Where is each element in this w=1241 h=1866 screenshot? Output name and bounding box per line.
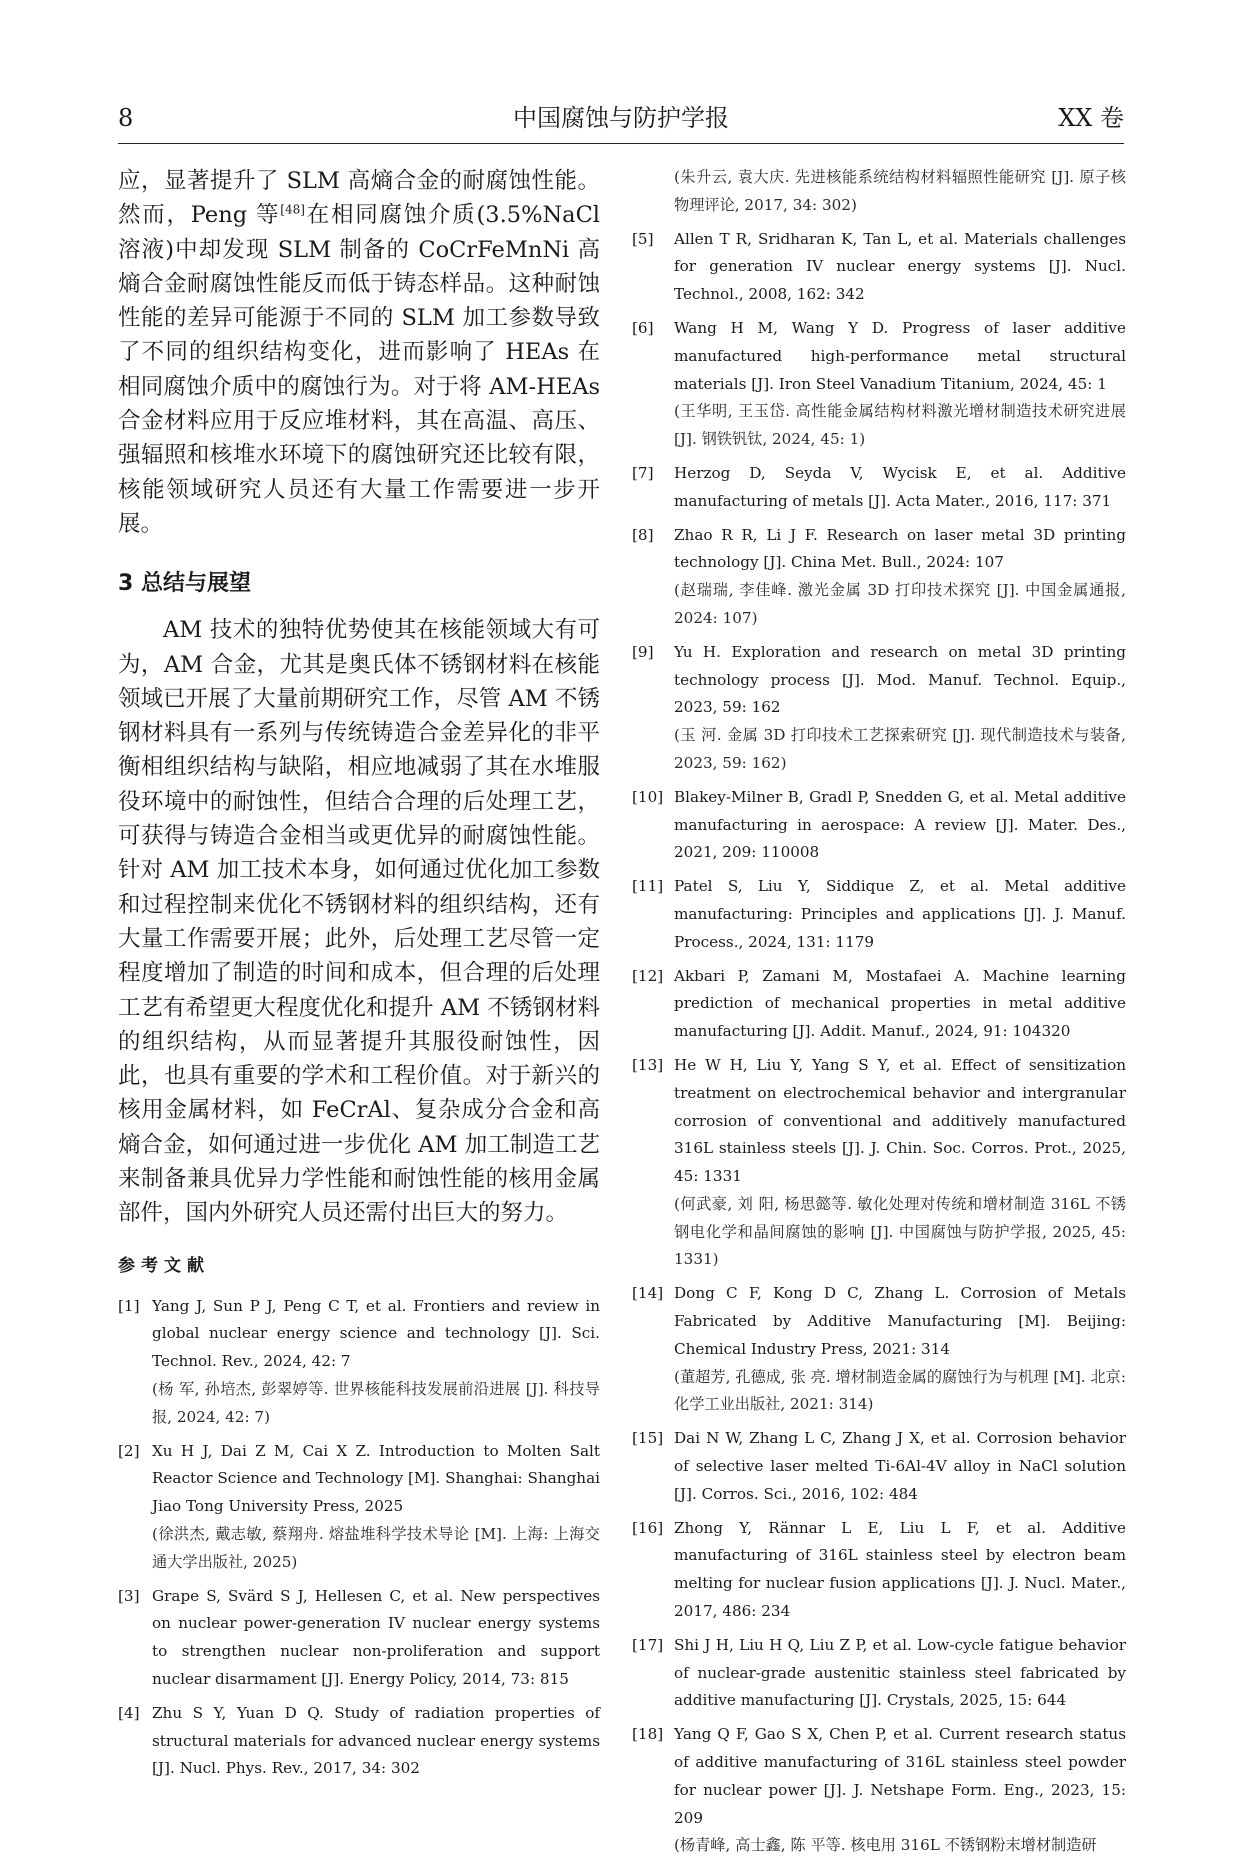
- reference-zh: (赵瑞瑞, 李佳峰. 激光金属 3D 打印技术探究 [J]. 中国金属通报, 2024: 107): [674, 581, 1126, 627]
- reference-item: [632, 639, 1126, 778]
- reference-zh: (杨 军, 孙培杰, 彭翠婷等. 世界核能科技发展前沿进展 [J]. 科技导报, 2024, 42: 7): [152, 1380, 600, 1426]
- reference-item: [632, 873, 1126, 956]
- header-rule: [118, 143, 1124, 144]
- reference-item: [632, 1052, 1126, 1274]
- reference-number: [15]: [632, 1429, 664, 1448]
- reference-continuation: [640, 164, 1126, 220]
- para1-start: 应，显著提升了 SLM 高熵合金的耐腐蚀性能。然而，Peng 等: [118, 168, 600, 229]
- reference-number: [13]: [632, 1055, 664, 1074]
- reference-item: [118, 1700, 600, 1783]
- reference-en: Herzog D, Seyda V, Wycisk E, et al. Additive manufacturing of metals [J]. Acta Mater., 2016, 117: 371: [674, 463, 1126, 510]
- reference-item: [632, 460, 1126, 516]
- reference-number: [4]: [118, 1703, 140, 1722]
- page-number: 8: [118, 104, 134, 132]
- reference-number: [7]: [632, 463, 654, 482]
- right-column: [632, 164, 1126, 1866]
- section-title: 3 总结与展望: [118, 571, 251, 597]
- running-header: [118, 104, 1124, 138]
- reference-en: Zhu S Y, Yuan D Q. Study of radiation properties of structural materials for advanced nuclear energy systems [J]. Nucl. Phys. Rev., 2017, 34: 302: [152, 1703, 600, 1778]
- reference-number: [9]: [632, 642, 654, 661]
- reference-item: [632, 1632, 1126, 1715]
- reference-en: Allen T R, Sridharan K, Tan L, et al. Materials challenges for generation IV nuclear energy systems [J]. Nucl. Technol., 2008, 162: 342: [674, 229, 1126, 304]
- reference-item: [632, 1425, 1126, 1508]
- reference-number: [18]: [632, 1725, 664, 1744]
- reference-item: [632, 226, 1126, 309]
- references-title: 参考文献: [118, 1255, 210, 1276]
- reference-en: Yang J, Sun P J, Peng C T, et al. Frontiers and review in global nuclear energy science and technology [J]. Sci. Technol. Rev., 2024, 42: 7: [152, 1296, 600, 1371]
- volume-label: XX 卷: [1058, 104, 1124, 132]
- reference-item: [632, 522, 1126, 633]
- paragraph-hea-corrosion: [118, 164, 600, 541]
- reference-en: He W H, Liu Y, Yang S Y, et al. Effect of sensitization treatment on electrochemical behavior and intergranular corrosion of conventional and additively manufactured 316L stainless steels [J]. J. Chin. Soc. Corros. Prot., 2025, 45: 1331: [674, 1055, 1126, 1186]
- reference-item: [632, 1515, 1126, 1626]
- para1-rest: 在相同腐蚀介质(3.5%NaCl 溶液)中却发现 SLM 制备的 CoCrFeMnNi 高熵合金耐腐蚀性能反而低于铸态样品。这种耐蚀性能的差异可能源于不同的 SLM 加工参数导致了不同的组织结构变化，进而影响了 HEAs 在相同腐蚀介质中的腐蚀行为。对于将 AM-HEAs 合金材料应用于反应堆材料，其在高温、高压、强辐照和核堆水环境下的腐蚀研究还比较有限，核能领域研究人员还有大量工作需要进一步开展。: [118, 202, 600, 537]
- reference-number: [12]: [632, 966, 664, 985]
- reference-zh: (玉 河. 金属 3D 打印技术工艺探索研究 [J]. 现代制造技术与装备, 2023, 59: 162): [674, 726, 1126, 772]
- reference-number: [2]: [118, 1441, 140, 1460]
- reference-en: Shi J H, Liu H Q, Liu Z P, et al. Low-cycle fatigue behavior of nuclear-grade austenitic stainless steel fabricated by additive manufacturing [J]. Crystals, 2025, 15: 644: [674, 1635, 1126, 1710]
- reference-number: [8]: [632, 525, 654, 544]
- reference-en: Yu H. Exploration and research on metal 3D printing technology process [J]. Mod. Manuf. Technol. Equip., 2023, 59: 162: [674, 642, 1126, 717]
- citation-48[interactable]: [48]: [280, 202, 305, 217]
- reference-en: Yang Q F, Gao S X, Chen P, et al. Current research status of additive manufacturing of 316L stainless steel powder for nuclear power [J]. J. Netshape Form. Eng., 2023, 15: 209: [674, 1725, 1126, 1827]
- reference-number: [11]: [632, 877, 664, 896]
- reference-number: [6]: [632, 318, 654, 337]
- reference-en: Grape S, Svärd S J, Hellesen C, et al. New perspectives on nuclear power-generation IV nuclear energy systems to strengthen nuclear non-proliferation and support nuclear disarmament [J]. Energy Policy, 2014, 73: 815: [152, 1586, 600, 1688]
- reference-zh: (杨青峰, 高士鑫, 陈 平等. 核电用 316L 不锈钢粉末增材制造研: [674, 1836, 1097, 1855]
- reference-zh: (徐洪杰, 戴志敏, 蔡翔舟. 熔盐堆科学技术导论 [M]. 上海: 上海交通大学出版社, 2025): [152, 1524, 600, 1571]
- reference-en: Xu H J, Dai Z M, Cai X Z. Introduction to Molten Salt Reactor Science and Technology [M]. Shanghai: Shanghai Jiao Tong University Press, 2025: [152, 1441, 600, 1516]
- reference-item: [118, 1293, 600, 1432]
- reference-number: [1]: [118, 1296, 140, 1315]
- reference-zh: (朱升云, 袁大庆. 先进核能系统结构材料辐照性能研究 [J]. 原子核物理评论, 2017, 34: 302): [674, 168, 1126, 214]
- journal-title: 中国腐蚀与防护学报: [513, 104, 729, 132]
- reference-en: Zhong Y, Rännar L E, Liu L F, et al. Additive manufacturing of 316L stainless steel by electron beam melting for nuclear fusion applications [J]. J. Nucl. Mater., 2017, 486: 234: [674, 1518, 1126, 1621]
- references-list-right: [632, 226, 1126, 1861]
- reference-number: [10]: [632, 787, 664, 806]
- reference-number: [14]: [632, 1284, 664, 1303]
- reference-item: [632, 315, 1126, 454]
- reference-en: Wang H M, Wang Y D. Progress of laser additive manufactured high-performance metal structural materials [J]. Iron Steel Vanadium Titanium, 2024, 45: 1: [674, 318, 1126, 393]
- reference-number: [5]: [632, 229, 654, 248]
- reference-zh: (董超芳, 孔德成, 张 亮. 增材制造金属的腐蚀行为与机理 [M]. 北京: 化学工业出版社, 2021: 314): [674, 1367, 1126, 1414]
- reference-item: [118, 1583, 600, 1694]
- reference-item: [632, 1721, 1126, 1860]
- reference-zh: (何武豪, 刘 阳, 杨思懿等. 敏化处理对传统和增材制造 316L 不锈钢电化学和晶间腐蚀的影响 [J]. 中国腐蚀与防护学报, 2025, 45: 1331): [674, 1194, 1126, 1269]
- reference-item: [632, 963, 1126, 1046]
- reference-zh: (王华明, 王玉岱. 高性能金属结构材料激光增材制造技术研究进展 [J]. 钢铁钒钛, 2024, 45: 1): [674, 402, 1126, 449]
- reference-en: Zhao R R, Li J F. Research on laser metal 3D printing technology [J]. China Met. Bull., 2024: 107: [674, 525, 1126, 572]
- paragraph-summary: AM 技术的独特优势使其在核能领域大有可为，AM 合金，尤其是奥氏体不锈钢材料在核能领域已开展了大量前期研究工作，尽管 AM 不锈钢材料具有一系列与传统铸造合金差异化的非平衡相组织结构与缺陷，相应地减弱了其在水堆服役环境中的耐蚀性，但结合合理的后处理工艺，可获得与铸造合金相当或更优异的耐腐蚀性能。针对 AM 加工技术本身，如何通过优化加工参数和过程控制来优化不锈钢材料的组织结构，还有大量工作需要开展；此外，后处理工艺尽管一定程度增加了制造的时间和成本，但合理的后处理工艺有希望更大程度优化和提升 AM 不锈钢材料的组织结构，从而显著提升其服役耐蚀性，因此，也具有重要的学术和工程价值。对于新兴的核用金属材料，如 FeCrAl、复杂成分合金和高熵合金，如何通过进一步优化 AM 加工制造工艺来制备兼具优异力学性能和耐蚀性能的核用金属部件，国内外研究人员还需付出巨大的努力。: [118, 617, 600, 1227]
- left-column: [118, 164, 600, 1789]
- reference-en: Blakey-Milner B, Gradl P, Snedden G, et al. Metal additive manufacturing in aerospace: A review [J]. Mater. Des., 2021, 209: 110008: [674, 787, 1126, 862]
- reference-item: [632, 1280, 1126, 1419]
- reference-en: Patel S, Liu Y, Siddique Z, et al. Metal additive manufacturing: Principles and applications [J]. J. Manuf. Process., 2024, 131: 1179: [674, 877, 1126, 951]
- reference-number: [16]: [632, 1518, 664, 1537]
- reference-item: [118, 1438, 600, 1577]
- reference-en: Dong C F, Kong D C, Zhang L. Corrosion of Metals Fabricated by Additive Manufacturing [M]. Beijing: Chemical Industry Press, 2021: 314: [674, 1284, 1126, 1358]
- reference-number: [3]: [118, 1586, 140, 1605]
- references-list-left: [118, 1293, 600, 1784]
- reference-en: Dai N W, Zhang L C, Zhang J X, et al. Corrosion behavior of selective laser melted Ti-6Al-4V alloy in NaCl solution [J]. Corros. Sci., 2016, 102: 484: [674, 1429, 1126, 1503]
- reference-en: Akbari P, Zamani M, Mostafaei A. Machine learning prediction of mechanical properties in metal additive manufacturing [J]. Addit. Manuf., 2024, 91: 104320: [674, 966, 1126, 1041]
- reference-item: [632, 784, 1126, 867]
- reference-number: [17]: [632, 1635, 664, 1654]
